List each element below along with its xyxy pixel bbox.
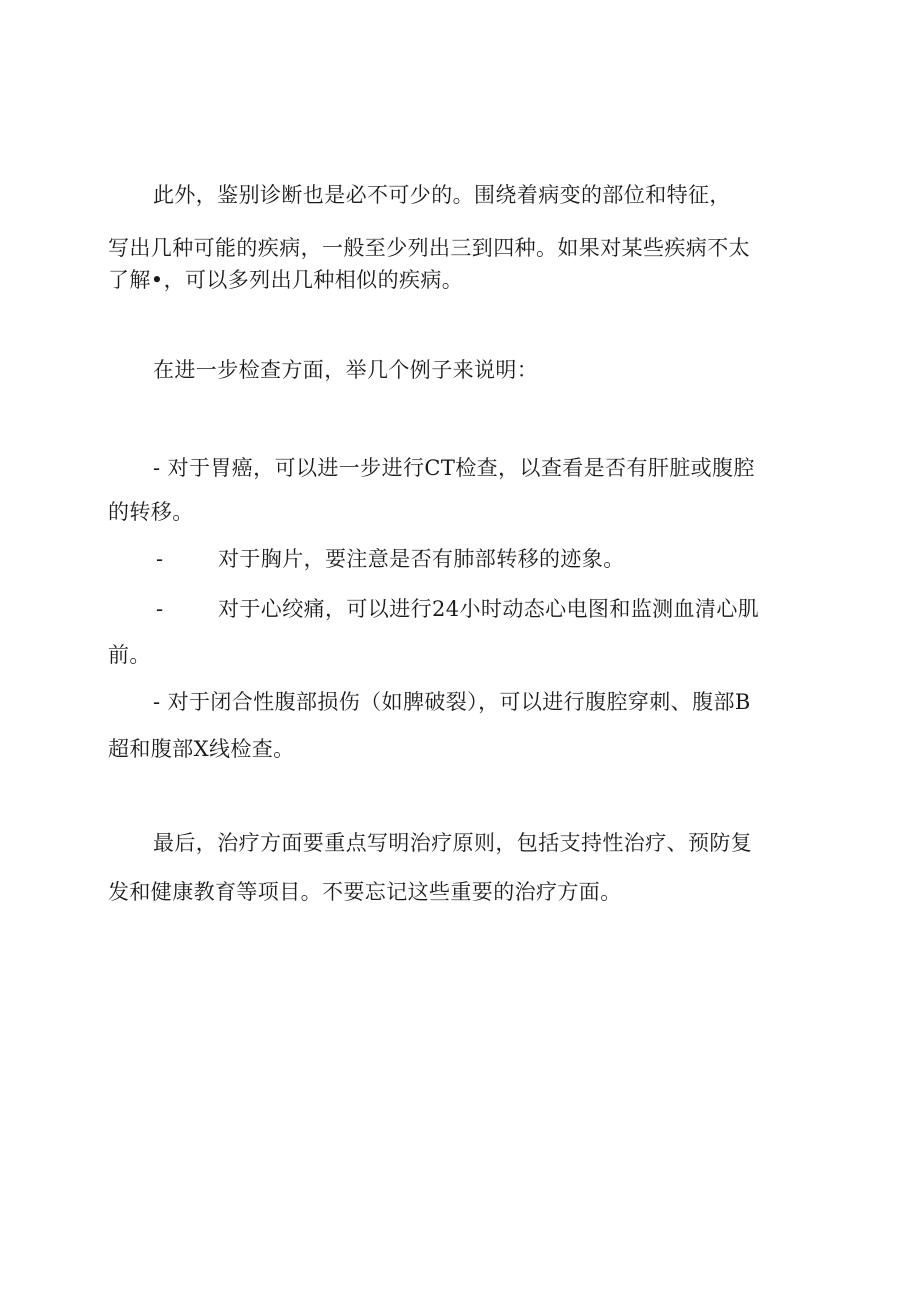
- text-line: 最后，治疗方面要重点写明治疗原则，包括支持性治疗、预防复: [153, 831, 753, 855]
- text-line: - 对于闭合性腹部损伤（如脾破裂），可以进行腹腔穿刺、腹部B: [153, 690, 751, 714]
- text-line: 在进一步检查方面，举几个例子来说明：: [153, 358, 539, 382]
- text-line: 了解•，可以多列出几种相似的疾病。: [108, 268, 464, 292]
- text-line: 的转移。: [108, 500, 194, 524]
- text-line: 前。: [108, 643, 151, 667]
- text-line: 写出几种可能的疾病，一般至少列出三到四种。如果对某些疾病不太: [108, 236, 750, 260]
- text-line: 超和腹部X线检查。: [108, 737, 295, 761]
- text-line: - 对于胃癌，可以进一步进行CT检查，以查看是否有肝脏或腹腔: [153, 456, 755, 480]
- text-line: 发和健康教育等项目。不要忘记这些重要的治疗方面。: [108, 880, 622, 904]
- text-line: 此外，鉴别诊断也是必不可少的。围绕着病变的部位和特征，: [153, 183, 731, 207]
- text-line: 对于胸片，要注意是否有肺部转移的迹象。: [218, 547, 625, 571]
- list-dash: -: [156, 547, 164, 571]
- text-line: 对于心绞痛，可以进行24小时动态心电图和监测血清心肌: [218, 597, 760, 621]
- list-dash: -: [156, 597, 164, 621]
